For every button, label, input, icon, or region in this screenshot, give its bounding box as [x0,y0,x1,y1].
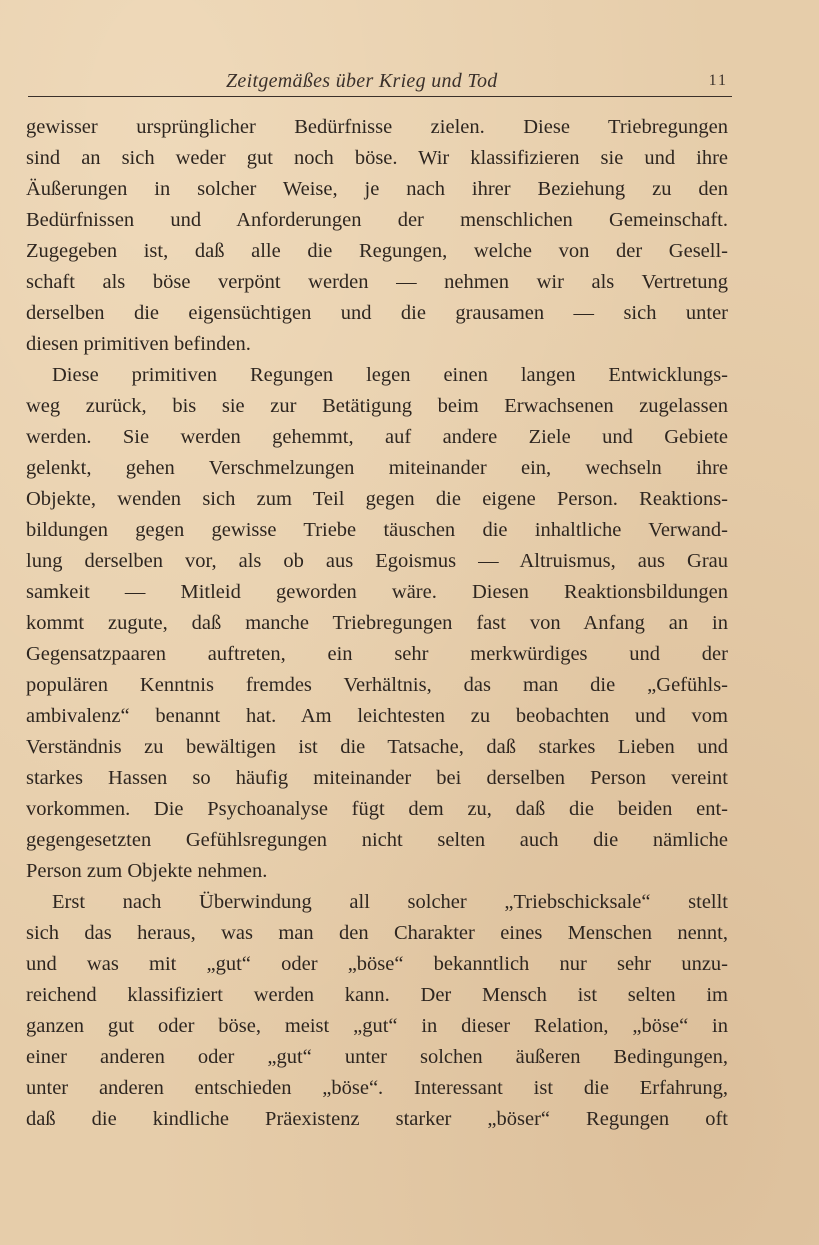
text-line: Bedürfnissen und Anforderungen der menschlichen Gemeinschaft. [26,209,728,231]
text-line: starkes Hassen so häufig miteinander bei derselben Person vereint [26,767,728,789]
text-line: werden. Sie werden gehemmt, auf andere Ziele und Gebiete [26,426,728,448]
text-line: derselben die eigensüchtigen und die grausamen — sich unter [26,302,728,324]
text-line: Diese primitiven Regungen legen einen langen Entwicklungs- [52,364,728,386]
text-line: weg zurück, bis sie zur Betätigung beim Erwachsenen zugelassen [26,395,728,417]
text-line: diesen primitiven befinden. [26,333,251,355]
text-line: vorkommen. Die Psychoanalyse fügt dem zu, daß die beiden ent- [26,798,728,820]
running-header [28,68,732,97]
text-line: lung derselben vor, als ob aus Egoismus — Altruismus, aus Grau [26,550,728,572]
text-line: Zugegeben ist, daß alle die Regungen, welche von der Gesell- [26,240,728,262]
text-line: einer anderen oder „gut“ unter solchen äußeren Bedingungen, [26,1046,728,1068]
text-line: Verständnis zu bewältigen ist die Tatsache, daß starkes Lieben und [26,736,728,758]
text-line: Objekte, wenden sich zum Teil gegen die eigene Person. Reaktions- [26,488,728,510]
text-line: schaft als böse verpönt werden — nehmen wir als Vertretung [26,271,728,293]
text-line: daß die kindliche Präexistenz starker „böser“ Regungen oft [26,1108,728,1130]
text-line: gelenkt, gehen Verschmelzungen miteinander ein, wechseln ihre [26,457,728,479]
text-line: gegengesetzten Gefühlsregungen nicht selten auch die nämliche [26,829,728,851]
page-number: 11 [708,72,728,89]
text-line: Gegensatzpaaren auftreten, ein sehr merkwürdiges und der [26,643,728,665]
text-line: sind an sich weder gut noch böse. Wir klassifizieren sie und ihre [26,147,728,169]
text-line: Erst nach Überwindung all solcher „Triebschicksale“ stellt [52,891,728,913]
text-line: kommt zugute, daß manche Triebregungen fast von Anfang an in [26,612,728,634]
text-line: bildungen gegen gewisse Triebe täuschen die inhaltliche Verwand- [26,519,728,541]
text-line: sich das heraus, was man den Charakter eines Menschen nennt, [26,922,728,944]
text-line: gewisser ursprünglicher Bedürfnisse zielen. Diese Triebregungen [26,116,728,138]
text-line: unter anderen entschieden „böse“. Interessant ist die Erfahrung, [26,1077,728,1099]
text-line: Äußerungen in solcher Weise, je nach ihrer Beziehung zu den [26,178,728,200]
running-title: Zeitgemäßes über Krieg und Tod [226,70,498,92]
text-line: ganzen gut oder böse, meist „gut“ in dieser Relation, „böse“ in [26,1015,728,1037]
text-line: reichend klassifiziert werden kann. Der Mensch ist selten im [26,984,728,1006]
body-text [26,112,728,1135]
text-line: ambivalenz“ benannt hat. Am leichtesten zu beobachten und vom [26,705,728,727]
text-line: samkeit — Mitleid geworden wäre. Diesen Reaktionsbildungen [26,581,728,603]
text-line: und was mit „gut“ oder „böse“ bekanntlich nur sehr unzu- [26,953,728,975]
text-line: Person zum Objekte nehmen. [26,860,268,882]
text-line: populären Kenntnis fremdes Verhältnis, das man die „Gefühls- [26,674,728,696]
